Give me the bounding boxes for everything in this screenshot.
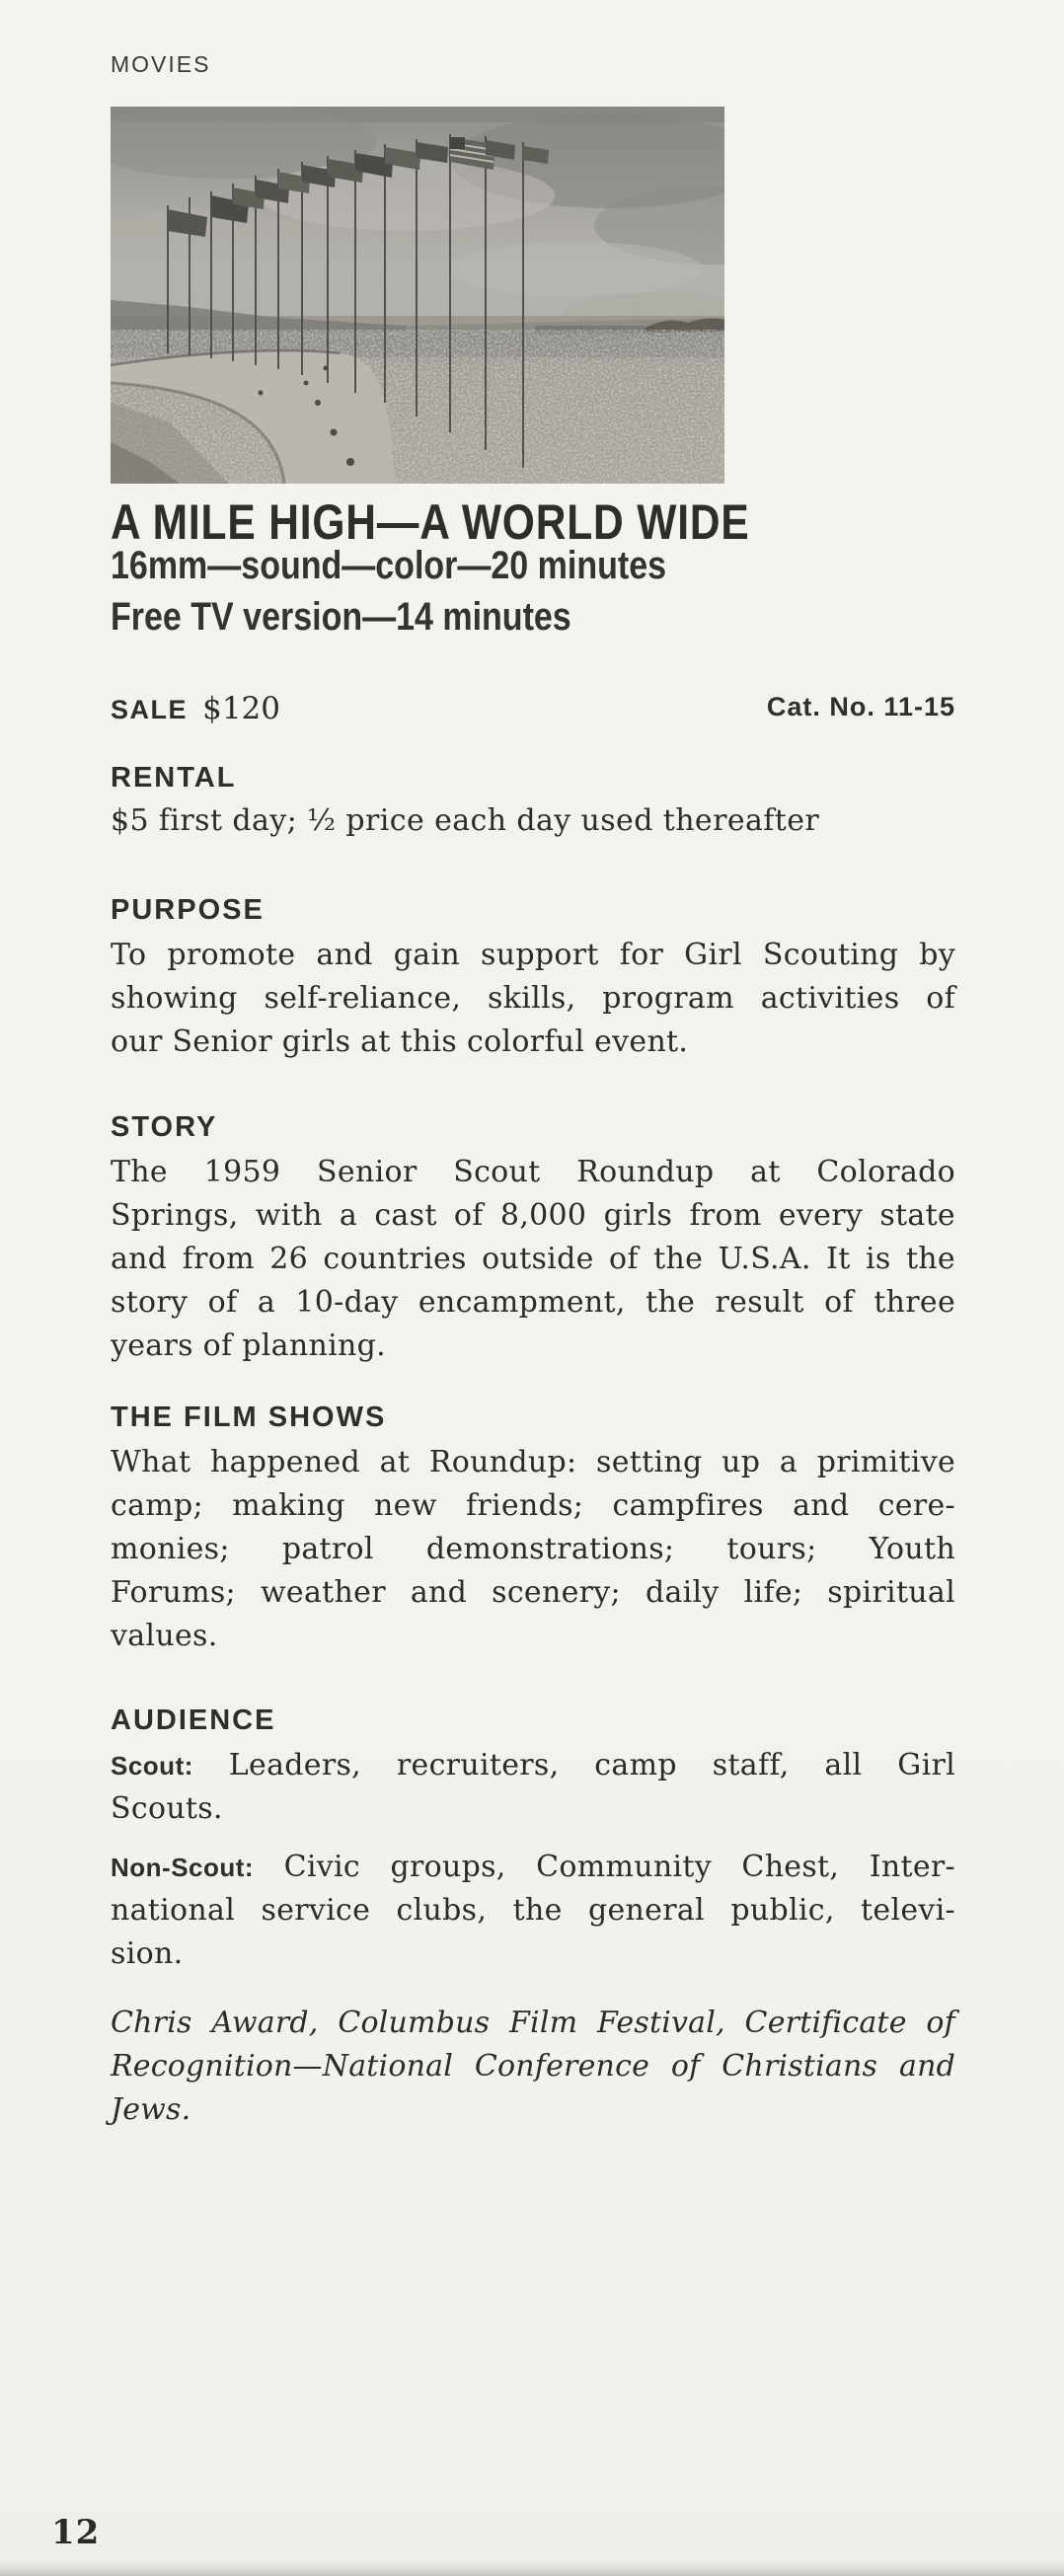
rental-heading: RENTAL: [111, 762, 237, 794]
sale-row: [111, 691, 955, 730]
text-line: To promote and gain support for Girl Scouting by: [111, 938, 955, 972]
film-spec-format: 16mm—sound—color—20 minutes: [111, 544, 667, 587]
text-line: Chris Award, Columbus Film Festival, Certificate of: [111, 2006, 955, 2040]
story-text: [111, 1151, 955, 1368]
text-line: [111, 1846, 955, 1889]
text-line: Jews.: [111, 2092, 191, 2127]
text-line: Springs, with a cast of 8,000 girls from every state: [111, 1198, 955, 1233]
film-spec-tv-version: Free TV version—14 minutes: [111, 595, 571, 639]
roundup-crowd-photo: [111, 107, 724, 484]
text-fragment: Leaders, recruiters, camp staff, all Girl: [228, 1748, 955, 1782]
text-line: What happened at Roundup: setting up a primitive: [111, 1445, 955, 1479]
page-number: 12: [51, 2513, 101, 2552]
text-line: Forums; weather and scenery; daily life; spiritual: [111, 1575, 955, 1610]
text-line: monies; patrol demonstrations; tours; Youth: [111, 1532, 955, 1566]
audience-scout-text: [111, 1744, 955, 1831]
page-kicker: MOVIES: [111, 51, 211, 77]
film-shows-text: [111, 1441, 955, 1658]
film-shows-heading: THE FILM SHOWS: [111, 1402, 387, 1433]
text-line: years of planning.: [111, 1328, 386, 1363]
rental-terms: $5 first day; ½ price each day used thereafter: [111, 803, 820, 838]
non-scout-label: Non-Scout:: [111, 1853, 255, 1882]
story-heading: STORY: [111, 1111, 218, 1143]
text-line: [111, 1744, 955, 1787]
text-line: values.: [111, 1619, 218, 1653]
text-fragment: Civic groups, Community Chest, Inter-: [283, 1850, 955, 1884]
text-line: Scouts.: [111, 1791, 223, 1826]
text-line: The 1959 Senior Scout Roundup at Colorado: [111, 1155, 955, 1189]
text-line: national service clubs, the general public, televi-: [111, 1893, 955, 1928]
sale-label: SALE: [111, 695, 189, 724]
text-line: camp; making new friends; campfires and cere-: [111, 1488, 955, 1523]
text-line: Recognition—National Conference of Christians and: [111, 2049, 955, 2084]
catalog-number: Cat. No. 11-15: [766, 692, 955, 721]
purpose-heading: PURPOSE: [111, 894, 265, 926]
audience-non-scout-text: [111, 1846, 955, 1976]
awards-text: [111, 2002, 955, 2132]
crowd-flags-photo-illustration: [111, 107, 724, 484]
purpose-text: [111, 934, 955, 1064]
sale-price: $120: [202, 691, 281, 726]
audience-heading: AUDIENCE: [111, 1705, 276, 1736]
film-title: A MILE HIGH—A WORLD WIDE: [111, 494, 750, 550]
photo-tone-overlay: [111, 107, 724, 484]
text-line: story of a 10-day encampment, the result of three: [111, 1285, 955, 1320]
scout-label: Scout:: [111, 1751, 193, 1780]
text-line: our Senior girls at this colorful event.: [111, 1024, 689, 1059]
text-line: sion.: [111, 1936, 184, 1971]
film-specs: [111, 540, 666, 643]
text-line: and from 26 countries outside of the U.S.A. It is the: [111, 1242, 955, 1276]
sale-price-group: [111, 691, 280, 726]
scanned-page-bottom-edge: [0, 2560, 1064, 2576]
text-line: showing self-reliance, skills, program activities of: [111, 981, 955, 1016]
